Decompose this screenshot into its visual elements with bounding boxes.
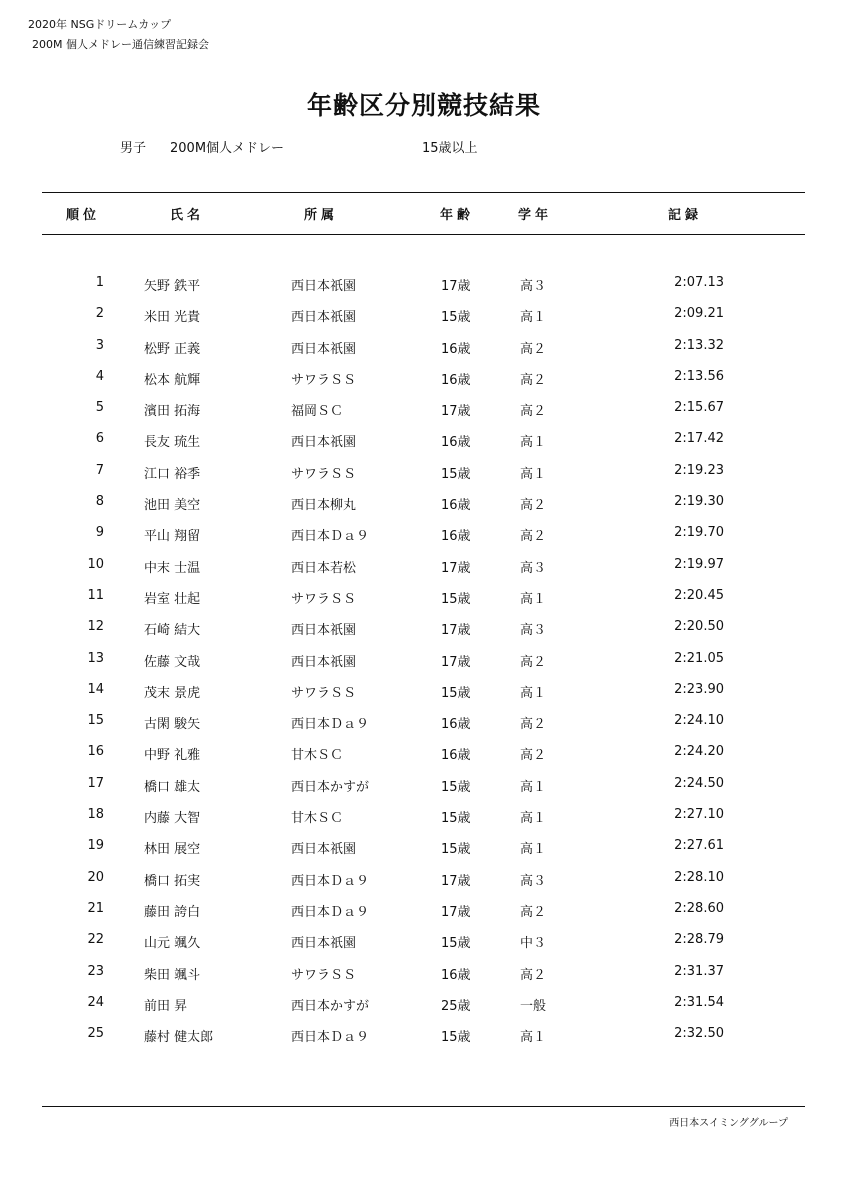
cell-name: 平山 翔留 [144,529,201,545]
cell-age: 15歳 [441,685,471,701]
column-header-grade: 学年 [518,208,553,223]
cell-club: 西日本Ｄａ９ [291,904,370,920]
cell-name: 林田 展空 [144,842,201,858]
table-row [0,800,848,831]
cell-record: 2:27.61 [674,838,724,854]
cell-record: 2:24.20 [674,744,724,760]
cell-rank: 5 [95,400,104,416]
cell-grade: 高１ [520,811,547,827]
cell-grade: 中３ [520,936,547,952]
cell-grade: 高３ [520,623,547,639]
cell-rank: 16 [87,744,104,760]
cell-grade: 高１ [520,591,547,607]
cell-rank: 11 [87,587,104,603]
cell-name: 濱田 拓海 [144,404,201,420]
cell-record: 2:28.10 [674,869,724,885]
cell-record: 2:17.42 [674,431,724,447]
cell-club: 西日本祇園 [291,842,357,858]
cell-rank: 9 [95,525,104,541]
cell-age: 16歳 [441,967,471,983]
cell-age: 16歳 [441,372,471,388]
table-row [0,550,848,581]
cell-grade: 高１ [520,842,547,858]
cell-record: 2:28.79 [674,932,724,948]
table-row [0,675,848,706]
cell-record: 2:27.10 [674,807,724,823]
cell-rank: 22 [87,932,104,948]
cell-grade: 高２ [520,654,547,670]
event-label: 200M個人メドレー [170,141,285,156]
table-row [0,925,848,956]
table-row [0,424,848,455]
cell-grade: 高１ [520,1030,547,1046]
cell-grade: 高２ [520,404,547,420]
cell-rank: 13 [87,650,104,666]
cell-record: 2:31.37 [674,963,724,979]
cell-club: 西日本祇園 [291,435,357,451]
cell-name: 山元 颯久 [144,936,201,952]
cell-record: 2:13.32 [674,337,724,353]
cell-club: 西日本祇園 [291,623,357,639]
cell-record: 2:23.90 [674,681,724,697]
meet-name: 2020年 NSGドリームカップ [28,18,172,31]
column-header-record: 記録 [668,208,703,223]
cell-rank: 4 [95,368,104,384]
table-row [0,612,848,643]
column-header-rank: 順位 [66,208,101,223]
cell-name: 池田 美空 [144,498,201,514]
table-row [0,362,848,393]
cell-rank: 1 [95,275,104,290]
cell-grade: 高１ [520,435,547,451]
cell-record: 2:24.10 [674,713,724,729]
cell-age: 17歳 [441,904,471,920]
cell-record: 2:21.05 [674,650,724,666]
cell-club: サワラＳＳ [291,591,357,607]
cell-record: 2:19.23 [674,462,724,478]
cell-age: 25歳 [441,998,471,1014]
cell-grade: 高２ [520,904,547,920]
footer-rule [42,1106,805,1107]
cell-record: 2:24.50 [674,775,724,791]
cell-age: 15歳 [441,1030,471,1046]
results-table-body [0,268,848,1050]
cell-name: 前田 昇 [144,998,188,1014]
cell-club: 西日本Ｄａ９ [291,717,370,733]
cell-age: 15歳 [441,310,471,326]
cell-club: 西日本かすが [291,779,370,795]
cell-name: 中野 礼雅 [144,748,201,764]
cell-club: 西日本かすが [291,998,370,1014]
cell-name: 松本 航輝 [144,372,201,388]
cell-rank: 17 [87,775,104,791]
table-row [0,456,848,487]
cell-name: 橋口 拓実 [144,873,201,889]
cell-name: 松野 正義 [144,341,201,357]
cell-age: 15歳 [441,842,471,858]
cell-record: 2:19.30 [674,494,724,510]
cell-age: 16歳 [441,341,471,357]
cell-grade: 高１ [520,685,547,701]
cell-club: 西日本祇園 [291,279,357,294]
cell-name: 長友 琉生 [144,435,201,451]
table-row [0,393,848,424]
table-row [0,644,848,675]
cell-club: 西日本祇園 [291,654,357,670]
cell-rank: 6 [95,431,104,447]
cell-age: 17歳 [441,873,471,889]
cell-grade: 高３ [520,279,547,294]
table-row [0,299,848,330]
cell-age: 16歳 [441,498,471,514]
cell-name: 橋口 雄太 [144,779,201,795]
page-title: 年齢区分別競技結果 [306,91,541,120]
table-row [0,737,848,768]
cell-record: 2:13.56 [674,368,724,384]
column-header-age: 年齢 [440,208,475,223]
table-row [0,706,848,737]
cell-rank: 7 [95,462,104,478]
cell-club: 甘木ＳＣ [291,811,344,827]
table-row [0,487,848,518]
cell-rank: 12 [87,619,104,635]
cell-grade: 高２ [520,498,547,514]
cell-record: 2:20.45 [674,587,724,603]
cell-rank: 3 [95,337,104,353]
cell-name: 矢野 鉄平 [144,279,201,294]
cell-grade: 高１ [520,310,547,326]
cell-club: 西日本柳丸 [291,498,357,514]
cell-name: 江口 裕季 [144,466,201,482]
gender-label: 男子 [120,141,147,156]
cell-name: 内藤 大智 [144,811,201,827]
cell-age: 16歳 [441,435,471,451]
cell-age: 15歳 [441,591,471,607]
cell-rank: 21 [87,900,104,916]
cell-age: 17歳 [441,623,471,639]
cell-club: 西日本Ｄａ９ [291,529,370,545]
cell-record: 2:20.50 [674,619,724,635]
cell-record: 2:09.21 [674,306,724,322]
cell-rank: 15 [87,713,104,729]
table-row [0,831,848,862]
cell-record: 2:19.70 [674,525,724,541]
cell-grade: 高２ [520,717,547,733]
cell-age: 16歳 [441,748,471,764]
cell-record: 2:32.50 [674,1026,724,1042]
cell-grade: 高２ [520,967,547,983]
cell-age: 16歳 [441,529,471,545]
cell-record: 2:07.13 [674,275,724,290]
cell-name: 古閑 駿矢 [144,717,201,733]
table-top-rule [42,192,805,193]
cell-grade: 一般 [520,998,547,1014]
cell-name: 岩室 壮起 [144,591,201,607]
cell-grade: 高１ [520,466,547,482]
cell-club: サワラＳＳ [291,685,357,701]
cell-club: サワラＳＳ [291,372,357,388]
table-row [0,863,848,894]
cell-grade: 高２ [520,372,547,388]
cell-club: 西日本祇園 [291,310,357,326]
table-row [0,894,848,925]
cell-rank: 23 [87,963,104,979]
cell-club: 西日本祇園 [291,936,357,952]
cell-grade: 高３ [520,560,547,576]
cell-rank: 10 [87,556,104,572]
table-row [0,518,848,549]
cell-rank: 18 [87,807,104,823]
cell-age: 17歳 [441,404,471,420]
cell-grade: 高２ [520,748,547,764]
cell-grade: 高１ [520,779,547,795]
cell-name: 佐藤 文哉 [144,654,201,670]
cell-age: 17歳 [441,654,471,670]
event-session-name: 200M 個人メドレー通信練習記録会 [32,38,209,51]
cell-rank: 24 [87,994,104,1010]
cell-rank: 19 [87,838,104,854]
cell-record: 2:28.60 [674,900,724,916]
cell-rank: 2 [95,306,104,322]
organization-footer: 西日本スイミンググループ [669,1118,788,1129]
cell-club: 西日本若松 [291,560,357,576]
table-row [0,1019,848,1050]
cell-record: 2:31.54 [674,994,724,1010]
cell-age: 15歳 [441,466,471,482]
cell-record: 2:19.97 [674,556,724,572]
cell-age: 15歳 [441,811,471,827]
cell-record: 2:15.67 [674,400,724,416]
cell-name: 藤田 誇白 [144,904,201,920]
cell-club: 甘木ＳＣ [291,748,344,764]
column-header-club: 所属 [304,208,339,223]
table-row [0,331,848,362]
cell-age: 15歳 [441,936,471,952]
cell-club: 西日本Ｄａ９ [291,1030,370,1046]
cell-club: 西日本祇園 [291,341,357,357]
cell-grade: 高２ [520,529,547,545]
column-header-name: 氏名 [170,208,205,223]
table-row [0,988,848,1019]
cell-club: 西日本Ｄａ９ [291,873,370,889]
cell-name: 藤村 健太郎 [144,1030,214,1046]
cell-age: 15歳 [441,779,471,795]
cell-rank: 25 [87,1026,104,1042]
cell-name: 柴田 颯斗 [144,967,201,983]
cell-name: 茂末 景虎 [144,685,201,701]
cell-club: サワラＳＳ [291,466,357,482]
table-row [0,957,848,988]
cell-age: 17歳 [441,560,471,576]
table-row [0,581,848,612]
cell-age: 17歳 [441,279,471,294]
table-row [0,769,848,800]
cell-club: サワラＳＳ [291,967,357,983]
table-header-rule [42,234,805,235]
cell-grade: 高３ [520,873,547,889]
cell-club: 福岡ＳＣ [291,404,344,420]
cell-rank: 8 [95,494,104,510]
cell-name: 中末 士温 [144,560,201,576]
cell-name: 米田 光貴 [144,310,201,326]
cell-grade: 高２ [520,341,547,357]
age-group-label: 15歳以上 [422,141,478,156]
cell-age: 16歳 [441,717,471,733]
cell-rank: 14 [87,681,104,697]
cell-rank: 20 [87,869,104,885]
table-row [0,268,848,299]
cell-name: 石崎 結大 [144,623,201,639]
